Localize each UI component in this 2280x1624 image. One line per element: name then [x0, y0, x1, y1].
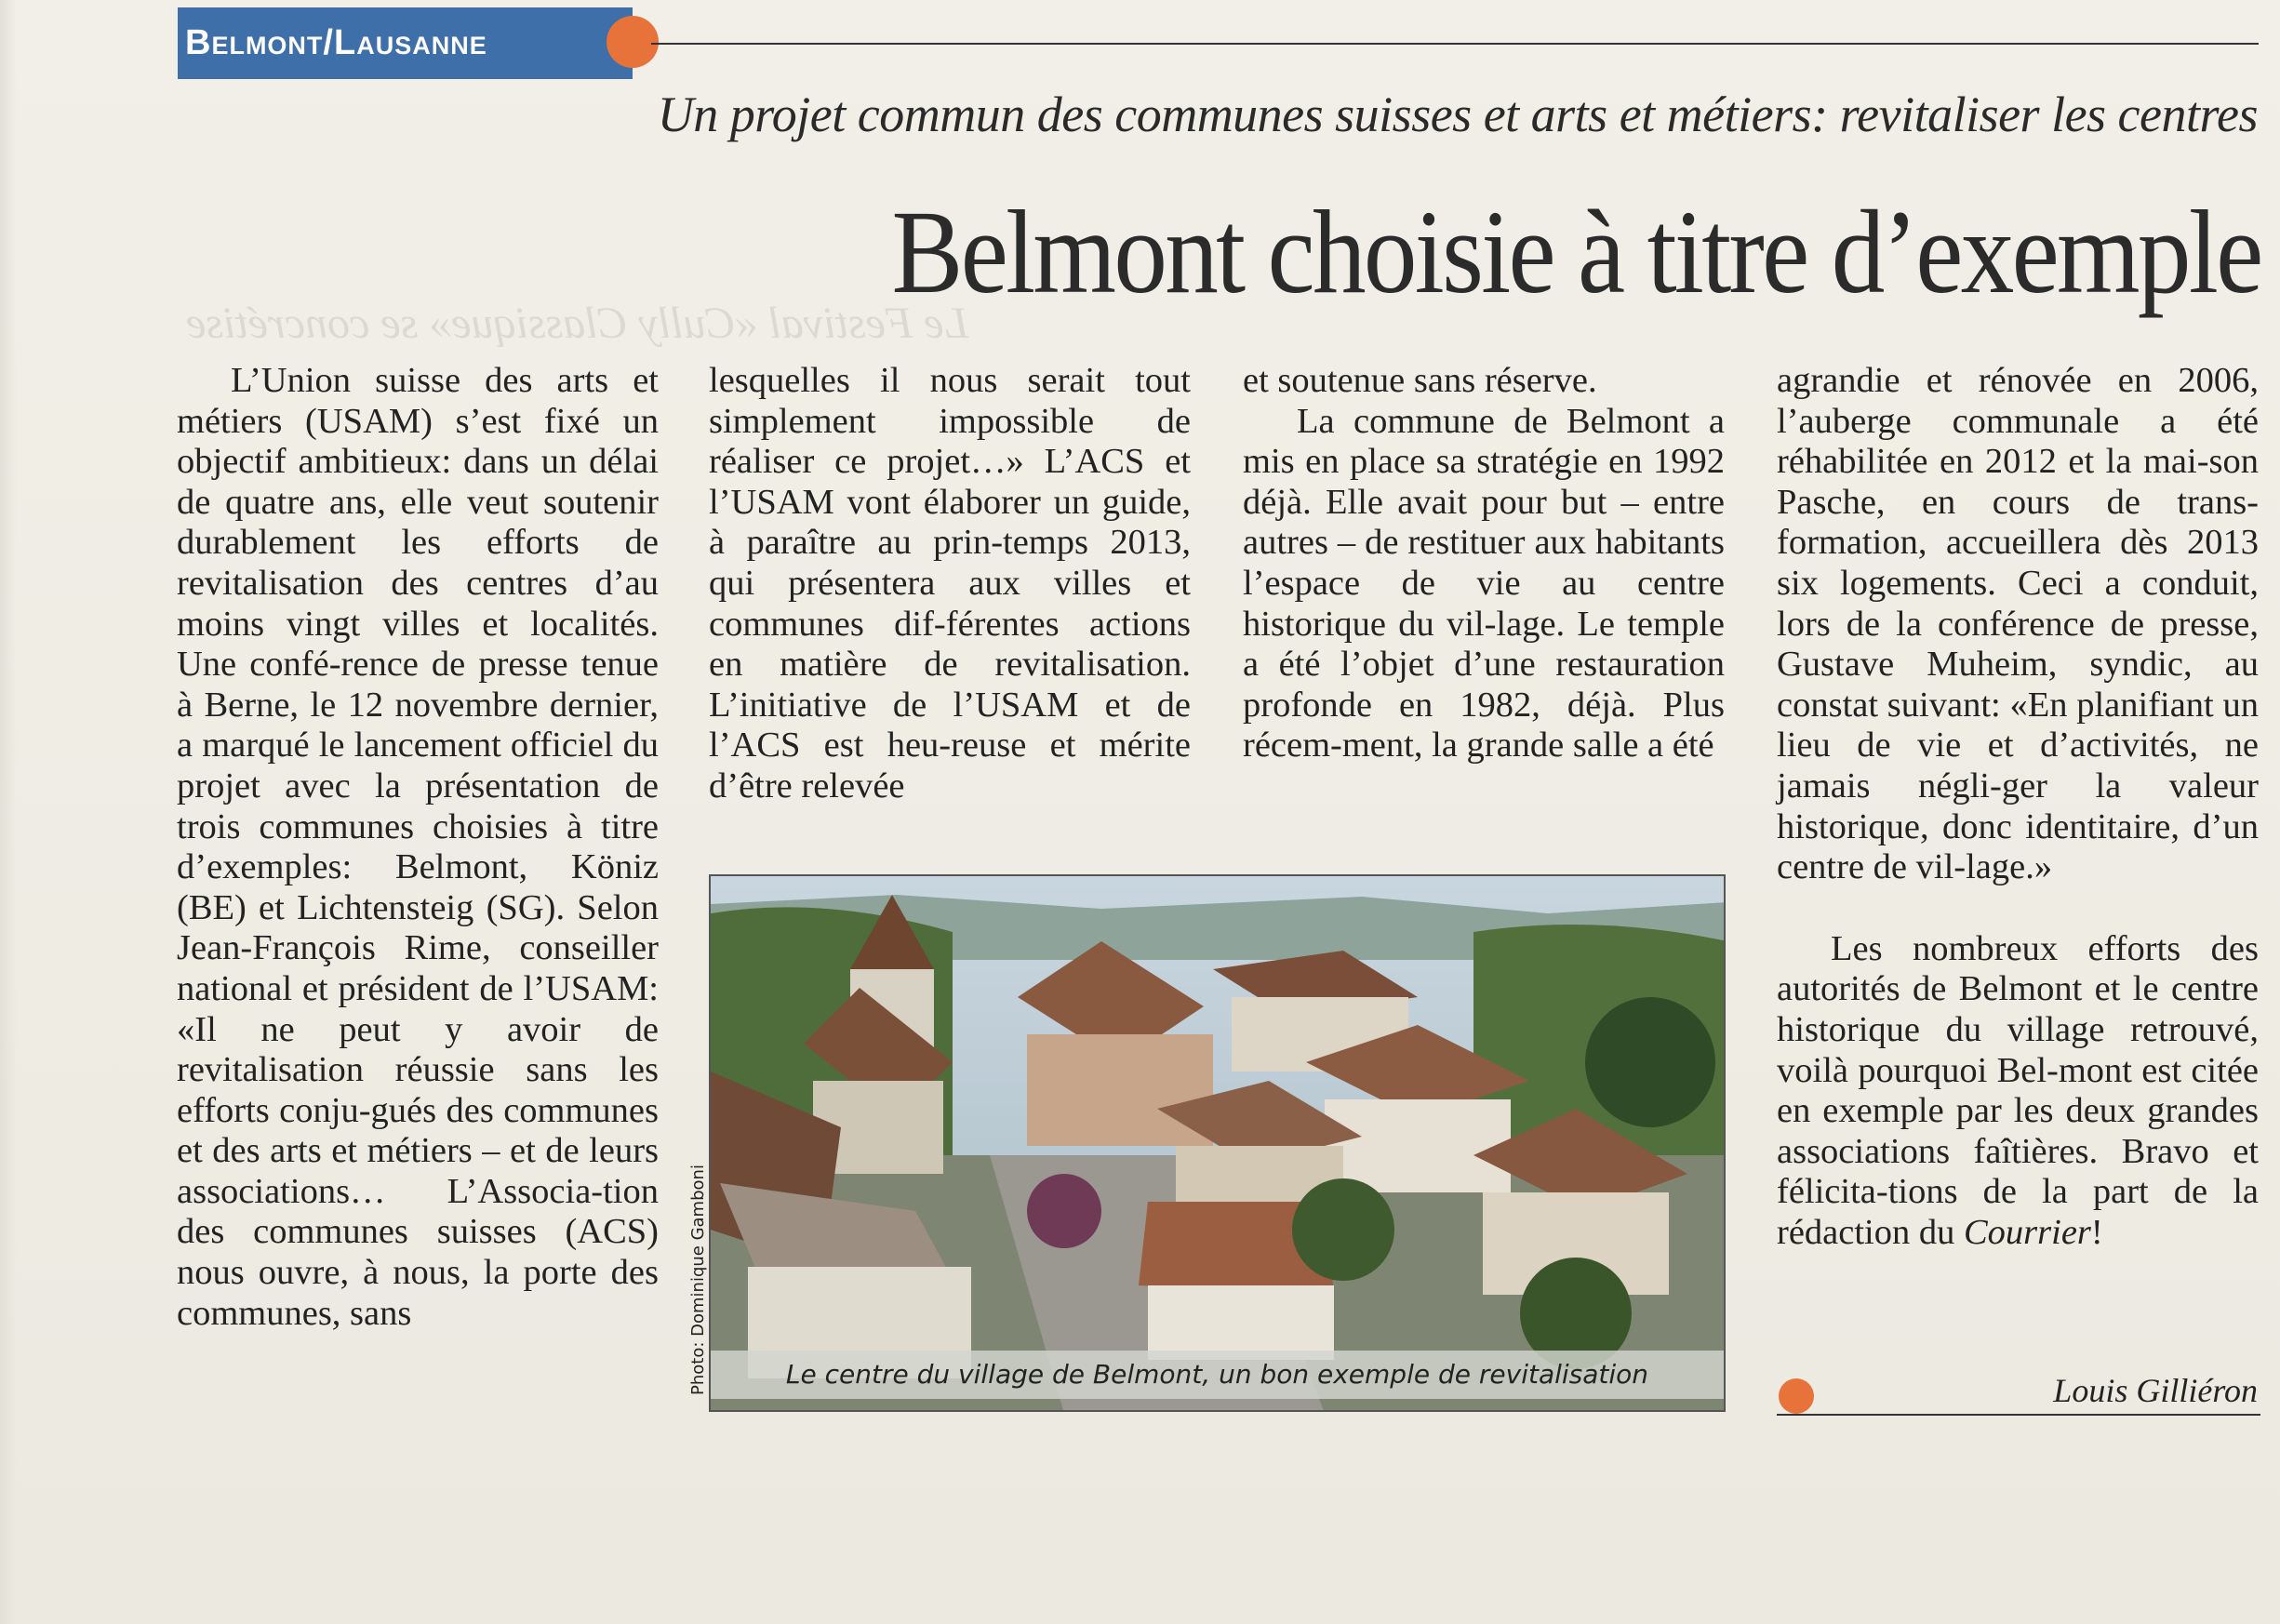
photo-caption: Le centre du village de Belmont, un bon exemple de revitalisation [711, 1351, 1724, 1399]
paragraph: La commune de Belmont a mis en place sa stratégie en 1992 déjà. Elle avait pour but – entre autres – de restituer aux habitants l’espace de vie au centre historique du vil-lage. Le temple a été l’objet d’une restauration profonde en 1982, déjà. Plus récem-ment, la grande salle a été [1243, 401, 1725, 765]
signature-rule [1777, 1414, 2260, 1416]
closing-punct: ! [2090, 1212, 2103, 1252]
article-column-1 [177, 361, 659, 1334]
article-column-2 [709, 361, 1191, 807]
page-fold-shadow [0, 0, 17, 1624]
section-dot-icon [607, 16, 659, 68]
section-label: Belmont/Lausanne [178, 7, 633, 79]
show-through-text: Le Festival «Cully Classique» se concrétise [186, 299, 969, 348]
paragraph-with-closing [1777, 929, 2259, 1254]
paragraph: et soutenue sans réserve. [1243, 361, 1597, 400]
signature-dot-icon [1779, 1378, 1814, 1414]
paragraph: agrandie et rénovée en 2006, l’auberge communale a été réhabilitée en 2012 et la mai-son Pasche, en cours de trans-formation, accueillera dès 2013 six logements. Ceci a conduit, lors de la conférence de presse, Gustave Muheim, syndic, au constat suivant: «En planifiant un lieu de vie et d’activités, ne jamais négli-ger la valeur historique, donc identitaire, d’un centre de vil-lage.» [1777, 361, 2259, 887]
newspaper-name: Courrier [1963, 1212, 2091, 1252]
village-photo [709, 874, 1726, 1412]
photo-credit: Photo: Dominique Gamboni [688, 1165, 708, 1395]
village-aerial-image [711, 876, 1726, 1412]
paragraph: L’Union suisse des arts et métiers (USAM) s’est fixé un objectif ambitieux: dans un délai de quatre ans, elle veut soutenir durablement les efforts de revitalisation des centres d’au moins vingt villes et localités. Une confé-rence de presse tenue à Berne, le 12 novembre dernier, a marqué le lancement officiel du projet avec la présentation de trois communes choisies à titre d’exemples: Belmont, Köniz (BE) et Lichtensteig (SG). Selon Jean-François Rime, conseiller national et président de l’USAM: «Il ne peut y avoir de revitalisation réussie sans les efforts conju-gués des communes et des arts et métiers – et de leurs associations… L’Associa-tion des communes suisses (ACS) nous ouvre, à nous, la porte des communes, sans [177, 361, 659, 1333]
article-column-3 [1243, 361, 1725, 766]
author-signature: Louis Gilliéron [2053, 1372, 2258, 1409]
article-column-4 [1777, 361, 2259, 1253]
paragraph: lesquelles il nous serait tout simplement impossible de réaliser ce projet…» L’ACS et l’USAM vont élaborer un guide, à paraître au prin-temps 2013, qui présentera aux villes et communes dif-férentes actions en matière de revitalisation. L’initiative de l’USAM et de l’ACS est heu-reuse et mérite d’être relevée [709, 361, 1191, 805]
article-subtitle: Un projet commun des communes suisses et arts et métiers: revitaliser les centres [657, 87, 2258, 142]
article-headline: Belmont choisie à titre d’exemple [891, 186, 2261, 318]
header-rule [651, 43, 2259, 45]
paragraph-text: Les nombreux efforts des autorités de Belmont et le centre historique du village retrouvé, voilà pourquoi Bel-mont est citée en exemple par les deux grandes associations faîtières. Bravo et félicita-tions de la part de la rédaction du [1777, 928, 2259, 1252]
